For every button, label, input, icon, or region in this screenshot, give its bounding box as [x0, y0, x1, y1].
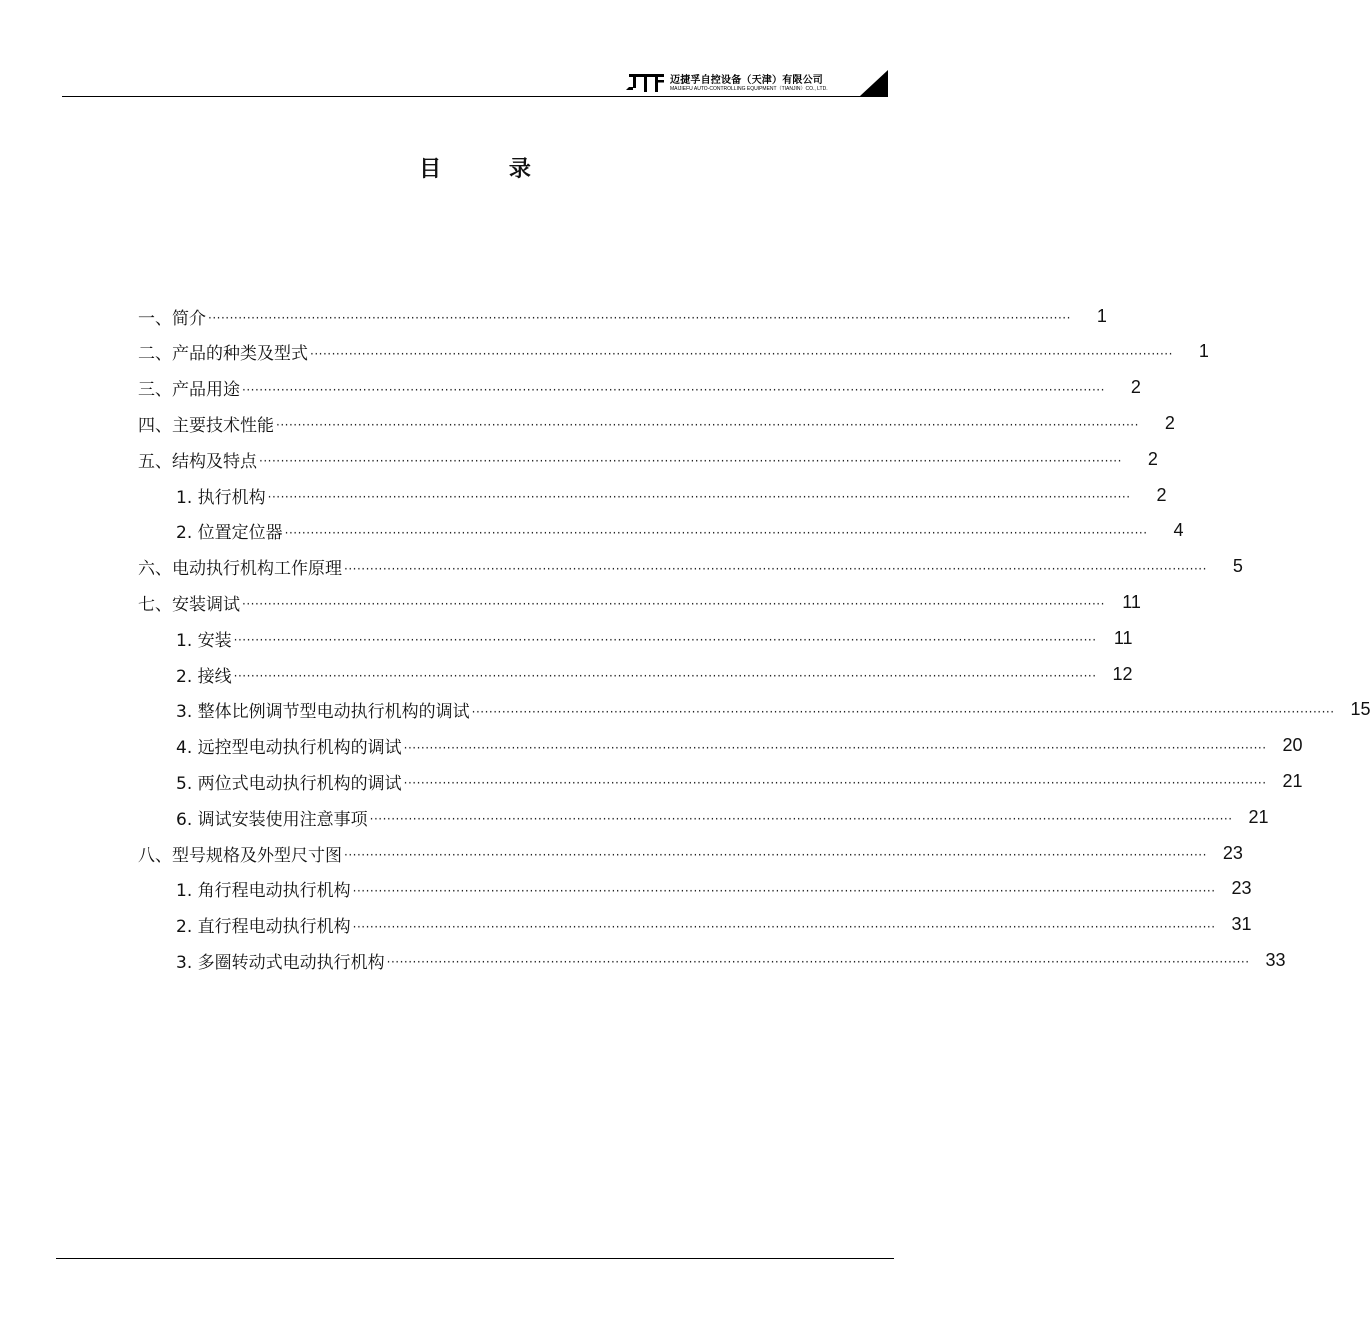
toc-entry-label: 4. 远控型电动执行机构的调试 — [176, 738, 402, 759]
toc-leader-dots: ········································································································································································································ — [344, 848, 1207, 862]
toc-entry-label: 2. 位置定位器 — [176, 523, 283, 544]
toc-entry-label: 七、安装调试 — [138, 594, 240, 615]
toc-entry-page: 21 — [1282, 770, 1303, 791]
footer-rule — [56, 1258, 894, 1259]
toc-entry[interactable] — [176, 692, 1371, 728]
toc-leader-dots: ········································································································································································································ — [386, 955, 1250, 970]
toc-entry-label: 2. 直行程电动执行机构 — [176, 917, 351, 938]
company-name-cn: 迈捷孚自控设备（天津）有限公司 — [670, 75, 823, 86]
toc-entry[interactable] — [138, 441, 1158, 477]
toc-entry-label: 3. 整体比例调节型电动执行机构的调试 — [176, 702, 470, 723]
toc-entry[interactable] — [138, 584, 1141, 620]
toc-entry-label: 6. 调试安装使用注意事项 — [176, 809, 368, 830]
toc-entry-label: 1. 角行程电动执行机构 — [176, 881, 351, 902]
toc-entry-label: 2. 接线 — [176, 666, 232, 687]
toc-leader-dots: ········································································································································································································ — [344, 561, 1207, 576]
toc-entry[interactable] — [176, 942, 1286, 978]
toc-entry-label: 四、主要技术性能 — [138, 415, 274, 436]
toc-entry-label: 1. 执行机构 — [176, 487, 266, 508]
toc-entry[interactable] — [138, 370, 1141, 406]
toc-entry[interactable] — [138, 298, 1107, 334]
toc-leader-dots: ········································································································································································································ — [208, 311, 1071, 325]
toc-entry[interactable] — [176, 763, 1303, 799]
toc-entry-label: 三、产品用途 — [138, 380, 240, 401]
toc-entry-page: 12 — [1112, 663, 1133, 684]
toc-entry-page: 1 — [1096, 305, 1107, 326]
toc-entry-page: 2 — [1147, 448, 1158, 469]
toc-leader-dots: ········································································································································································································ — [352, 883, 1216, 898]
toc-entry-page: 11 — [1122, 591, 1141, 612]
toc-entry-page: 23 — [1231, 878, 1252, 899]
toc-entry-page: 5 — [1232, 556, 1243, 577]
toc-entry-label: 5. 两位式电动执行机构的调试 — [176, 773, 402, 794]
toc-entry-page: 23 — [1222, 842, 1243, 863]
toc-entry-label: 1. 安装 — [176, 630, 232, 651]
toc-entry-label: 一、简介 — [138, 308, 206, 329]
header-triangle-icon — [860, 70, 888, 96]
toc-entry-page: 11 — [1113, 627, 1133, 648]
toc-leader-dots: ········································································································································································································ — [233, 669, 1097, 683]
toc-entry[interactable] — [138, 549, 1243, 585]
toc-leader-dots: ········································································································································································································ — [369, 812, 1233, 827]
toc-entry-page: 2 — [1164, 412, 1175, 433]
toc-entry[interactable] — [176, 620, 1133, 656]
toc-entry-page: 1 — [1198, 341, 1209, 362]
toc-entry[interactable] — [176, 728, 1303, 764]
toc-entry-page: 33 — [1265, 949, 1286, 970]
toc-leader-dots: ········································································································································································································ — [259, 454, 1122, 469]
toc-entry-page: 15 — [1350, 699, 1371, 720]
toc-leader-dots: ········································································································································································································ — [276, 418, 1139, 433]
toc-leader-dots: ········································································································································································································ — [471, 704, 1335, 719]
toc-entry-label: 3. 多圈转动式电动执行机构 — [176, 952, 385, 973]
toc-entry[interactable] — [176, 513, 1184, 549]
toc-entry-label: 六、电动执行机构工作原理 — [138, 559, 342, 580]
page-title: 目 录 — [419, 157, 561, 182]
toc-entry-label: 八、型号规格及外型尺寸图 — [138, 845, 342, 866]
toc-leader-dots: ········································································································································································································ — [242, 382, 1105, 397]
header-rule — [62, 96, 888, 97]
toc-entry-page: 4 — [1173, 520, 1184, 541]
toc-entry[interactable] — [176, 907, 1252, 943]
toc-entry[interactable] — [138, 405, 1175, 441]
toc-leader-dots: ········································································································································································································ — [284, 525, 1148, 540]
toc-leader-dots: ········································································································································································································ — [242, 597, 1105, 612]
toc-entry-page: 2 — [1156, 484, 1167, 505]
company-logo — [626, 72, 666, 92]
toc-entry-page: 20 — [1282, 735, 1303, 756]
toc-entry[interactable] — [176, 656, 1133, 692]
toc-entry-label: 五、结构及特点 — [138, 451, 257, 472]
company-name-en: MAIJIEFU AUTO-CONTROLLING EQUIPMENT（TIANJIN）CO., LTD. — [670, 86, 828, 92]
toc-leader-dots: ········································································································································································································ — [267, 490, 1131, 504]
toc-entry[interactable] — [176, 799, 1269, 835]
toc-entry-page: 31 — [1231, 914, 1252, 935]
toc-entry-page: 21 — [1248, 806, 1269, 827]
toc-leader-dots: ········································································································································································································ — [233, 633, 1097, 648]
toc-leader-dots: ········································································································································································································ — [310, 346, 1173, 361]
toc-entry[interactable] — [138, 835, 1243, 871]
toc-entry[interactable] — [176, 871, 1252, 907]
toc-leader-dots: ········································································································································································································ — [403, 776, 1267, 791]
toc-leader-dots: ········································································································································································································ — [352, 919, 1216, 934]
toc-entry-page: 2 — [1130, 377, 1141, 398]
toc-entry-label: 二、产品的种类及型式 — [138, 344, 308, 365]
toc-entry[interactable] — [138, 334, 1209, 370]
toc-entry[interactable] — [176, 477, 1167, 513]
toc-leader-dots: ········································································································································································································ — [403, 740, 1267, 755]
